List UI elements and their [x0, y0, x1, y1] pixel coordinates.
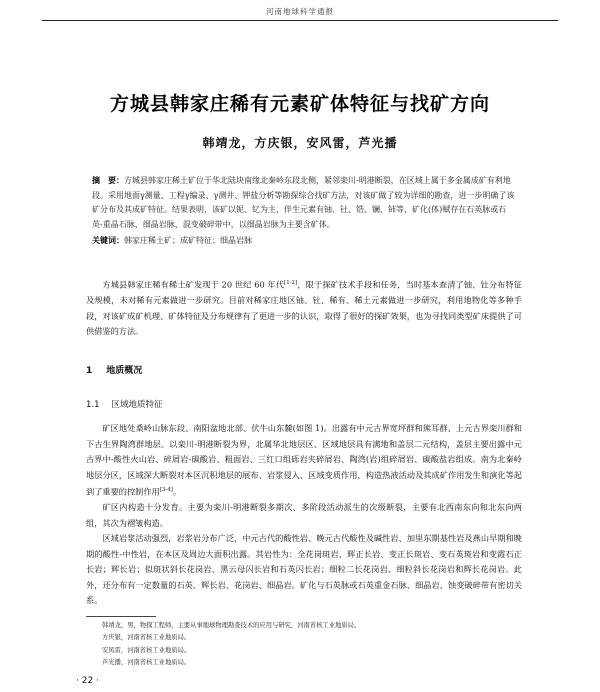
- section-heading: [86, 363, 156, 376]
- keywords-label: 关键词：: [92, 234, 124, 245]
- footnote-rule: [86, 616, 156, 617]
- subsection-number: 1.1: [86, 400, 100, 410]
- body-block: [86, 421, 522, 609]
- footnote-line: 方庆银，河南省核工业地质局。: [102, 634, 191, 642]
- abstract-label: 摘 要：: [92, 175, 124, 185]
- footnote-line: 芦光播，河南省核工业地质局。: [102, 658, 191, 666]
- footnote-line: 安风雷，河南省核工业地质局。: [102, 646, 191, 654]
- intro-paragraph: [86, 276, 522, 340]
- page-number: · 22 ·: [76, 676, 99, 686]
- para1-citation: [3-4]: [159, 487, 173, 493]
- body-paragraph-2: 矿区内构造十分发育。主要为栾川-明港断裂多期次、多阶段活动派生的次级断裂，主要有北西南东向和北东向两组，其次为褶皱构造。: [86, 502, 522, 528]
- abstract: [92, 173, 516, 249]
- section-number: 1: [86, 366, 93, 376]
- body-paragraph-3: 区域岩浆活动强烈，岩浆岩分布广泛，中元古代的酸性岩、晚元古代酸性及碱性岩、加里东期基性岩及燕山早期和晚期的酸性-中性岩，在本区及周边大面积出露。其岩性为：全花岗斑岩，辉正长岩、变正长斑岩、变石英斑岩和变霞石正长岩；辉长岩；似斑状斜长花岗岩、黑云母闪长岩和石英闪长岩；细粒二长花岗岩、细粒斜长花岗岩和辉长花岗岩。此外，还分布有一定数量的石英、辉长岩、花岗岩、细晶岩。矿化与石英脉或石英重金石脉、细晶岩、蚀变破碎带有密切关系。: [86, 533, 522, 606]
- footnotes: [102, 620, 360, 669]
- subsection-heading: [86, 398, 175, 410]
- keywords-text: 韩家庄稀土矿；成矿特征；细晶岩脉: [124, 235, 252, 245]
- para1-text-a: 矿区地处桑岭山脉东段、南阳盆地北部、伏牛山东麓(如图 1)。出露有中元古界宽坪群和熊耳群、上元古界栾川群和下古生界陶湾群地层。以栾川-明港断裂为界，北属华北地层区、区域地层具有满地和盖层二元结构，盖层主要出露中元古界中-酸性火山岩、碎屑岩-碳酸岩、粗面岩、三红口组砾岩夹碎屑岩、陶湾(岩)组碎屑岩、碳酸盐岩组成。南为北秦岭地层分区，区域深大断裂对本区沉积地层的展布、岩浆侵入、区域变质作用，构造热液活动及其成矿作用发生和演化等起到了重要的控制作用: [86, 423, 522, 497]
- intro-block: [86, 276, 522, 340]
- running-header: 河南地球科学通报: [266, 7, 334, 16]
- header-rule: [42, 20, 558, 21]
- para1-text-b: 。: [172, 486, 182, 497]
- intro-citation: [1-2]: [284, 280, 298, 286]
- abstract-text: 方城县韩家庄稀土矿位于华北陆块南缘北秦岭东段北侧，紧邻栾川-明港断裂，在区域上属于多金属成矿有利地段。采用地面γ测量、工程γ编录、γ测井、钾盐分析等勘探综合找矿方法，对该矿做了较为详细的勘查，进一步明确了该矿分布及其成矿特征。结果表明，该矿以铌、钇为主，伴生元素有铀、钍、锆、镧、铈等，矿化(体)赋存在石英脉或石英-重晶石脉、细晶岩脉、混变破碎带中，以细晶岩脉为主要含矿体。: [92, 176, 515, 230]
- author-list: 韩靖龙，方庆银，安风雷，芦光播: [202, 136, 398, 150]
- intro-text-a: 方城县韩家庄稀有稀土矿发现于 20 世纪 60 年代: [102, 279, 285, 290]
- intro-text-b: ，限于探矿技术手段和任务，当时基本查清了铀、钍分布特征及规模，未对稀有元素做进一步研究。目前对稀家庄地区铀、钍、稀有、稀土元素做进一步研究，利用地物化等多种手段，对该矿成矿机理、矿体特征及分布规律有了更进一步的认识，取得了很好的探矿效果，也为寻找同类型矿床提供了可供借鉴的方法。: [86, 279, 522, 337]
- paper-title: 方城县韩家庄稀有元素矿体特征与找矿方向: [109, 93, 490, 115]
- body-paragraph-1: [86, 421, 522, 500]
- footnote-line: 韩靖龙，男，物探工程师，主要从事地球物理勘查技术的应用与研究，河南省核工业地质局。: [102, 622, 361, 629]
- subsection-title: 区域地质特征: [111, 400, 163, 410]
- keywords-paragraph: [92, 233, 516, 249]
- abstract-paragraph: [92, 173, 516, 233]
- section-title: 地质概况: [106, 366, 143, 376]
